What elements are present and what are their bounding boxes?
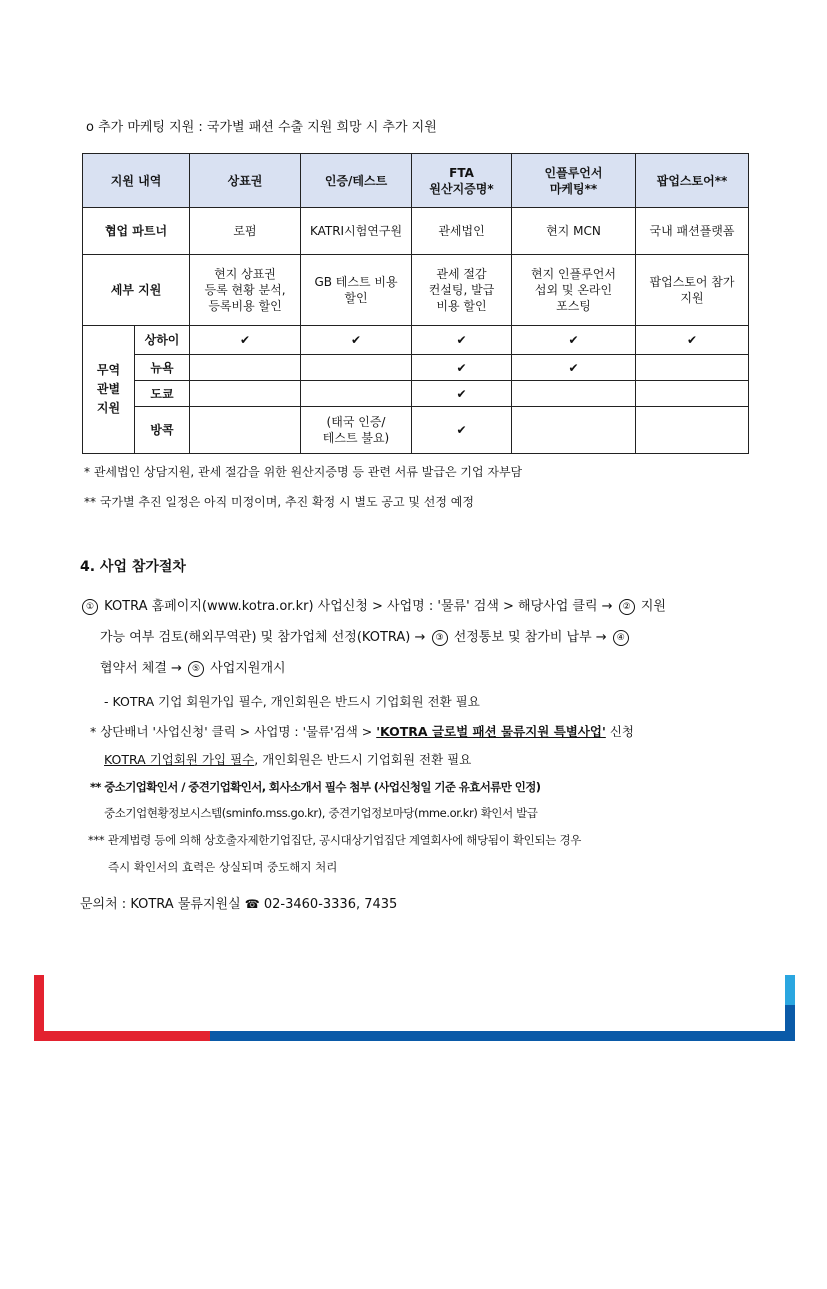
step-text: 가능 여부 검토(해외무역관) 및 참가업체 선정(KOTRA) →: [100, 630, 426, 645]
signup-note-line2: [104, 750, 471, 768]
check-mark: [512, 381, 636, 407]
footer-bar-blue-horizontal: [210, 1031, 795, 1041]
check-mark: [636, 407, 749, 454]
table-cell: 로펌: [190, 208, 301, 255]
office-name: 뉴욕: [135, 355, 190, 381]
table-row: [83, 381, 749, 407]
check-mark: [190, 407, 301, 454]
procedure-note: - KOTRA 기업 회원가입 필수, 개인회원은 반드시 기업회원 전환 필요: [104, 694, 480, 709]
contact-line: [80, 893, 397, 912]
table-cell: 팝업스토어 참가 지원: [636, 255, 749, 326]
table-cell: 현지 상표권 등록 현황 분석, 등록비용 할인: [190, 255, 301, 326]
check-mark: [512, 407, 636, 454]
table-row: [83, 407, 749, 454]
document-note: ** 중소기업확인서 / 중견기업확인서, 회사소개서 필수 첨부 (사업신청일 기준 유효서류만 인정): [90, 780, 541, 794]
step-text: 협약서 체결 →: [100, 661, 182, 676]
signup-note-text: , 개인회원은 반드시 기업회원 전환 필요: [254, 752, 472, 767]
check-mark: ✔: [190, 326, 301, 355]
check-mark: ✔: [512, 326, 636, 355]
office-name: 상하이: [135, 326, 190, 355]
legal-note-line2: 즉시 확인서의 효력은 상실되며 중도해지 처리: [108, 860, 338, 874]
document-note-line2: 중소기업현황정보시스템(sminfo.mss.go.kr), 중견기업정보마당(mme.or.kr) 확인서 발급: [104, 806, 538, 820]
step-number: ⑤: [188, 661, 204, 677]
row-label-partner: 협업 파트너: [83, 208, 190, 255]
check-mark: [190, 355, 301, 381]
contact-label: 문의처 : KOTRA 물류지원실: [80, 897, 241, 912]
table-row: [83, 255, 749, 326]
procedure-line: [100, 627, 760, 649]
legal-note: *** 관계법령 등에 의해 상호출자제한기업집단, 공시대상기업집단 계열회사에 해당됨이 확인되는 경우: [88, 833, 582, 847]
step-number: ①: [82, 599, 98, 615]
signup-note-text: * 상단배너 '사업신청' 클릭 > 사업명 : '물류'검색 >: [90, 724, 373, 739]
header-cell-influencer: 인플루언서 마케팅**: [512, 154, 636, 208]
office-name: 방콕: [135, 407, 190, 454]
step-text: 지원: [640, 599, 666, 614]
table-cell: KATRI시험연구원: [301, 208, 412, 255]
check-mark: ✔: [636, 326, 749, 355]
step-number: ④: [613, 630, 629, 646]
check-mark: ✔: [512, 355, 636, 381]
header-cell-certification: 인증/테스트: [301, 154, 412, 208]
membership-required: KOTRA 기업회원 가입 필수: [104, 752, 255, 767]
table-cell: 국내 패션플랫폼: [636, 208, 749, 255]
header-cell-trademark: 상표권: [190, 154, 301, 208]
office-name: 도쿄: [135, 381, 190, 407]
header-cell-support: 지원 내역: [83, 154, 190, 208]
check-mark: ✔: [412, 407, 512, 454]
step-text: 사업지원개시: [210, 661, 286, 676]
check-mark: ✔: [412, 381, 512, 407]
table-header-row: [83, 154, 749, 208]
footnote: * 관세법인 상담지원, 관세 절감을 위한 원산지증명 등 관련 서류 발급은 기업 자부담: [84, 465, 523, 479]
row-label-detail: 세부 지원: [83, 255, 190, 326]
table-row: [83, 208, 749, 255]
check-mark: [636, 381, 749, 407]
footer-bar-red-horizontal: [34, 1031, 210, 1041]
table-cell: GB 테스트 비용 할인: [301, 255, 412, 326]
group-label-offices: 무역 관별 지원: [83, 326, 135, 454]
header-cell-fta: FTA 원산지증명*: [412, 154, 512, 208]
check-mark: [301, 381, 412, 407]
footnote: ** 국가별 추진 일정은 아직 미정이며, 추진 확정 시 별도 공고 및 선정 예정: [84, 495, 474, 509]
table-cell: 관세법인: [412, 208, 512, 255]
step-number: ②: [619, 599, 635, 615]
table-cell: 관세 절감 컨설팅, 발급 비용 할인: [412, 255, 512, 326]
procedure-line: [100, 658, 286, 680]
table-cell: 현지 MCN: [512, 208, 636, 255]
table-cell: (태국 인증/ 테스트 불요): [301, 407, 412, 454]
intro-line: o 추가 마케팅 지원 : 국가별 패션 수출 지원 희망 시 추가 지원: [86, 120, 437, 135]
footer-bar-cyan-accent: [785, 975, 795, 1005]
check-mark: ✔: [412, 326, 512, 355]
phone-icon: ☎: [244, 897, 260, 911]
signup-note: [90, 722, 634, 740]
step-number: ③: [432, 630, 448, 646]
program-name: 'KOTRA 글로벌 패션 물류지원 특별사업': [376, 724, 606, 739]
check-mark: [301, 355, 412, 381]
check-mark: ✔: [301, 326, 412, 355]
check-mark: [636, 355, 749, 381]
section-title: 4. 사업 참가절차: [80, 559, 186, 575]
contact-number: 02-3460-3336, 7435: [263, 897, 398, 912]
procedure-line: [80, 596, 760, 618]
support-table: [82, 153, 749, 454]
check-mark: [190, 381, 301, 407]
table-row: [83, 355, 749, 381]
step-text: 선정통보 및 참가비 납부 →: [453, 630, 607, 645]
signup-note-text: 신청: [609, 724, 634, 739]
check-mark: ✔: [412, 355, 512, 381]
header-cell-popup: 팝업스토어**: [636, 154, 749, 208]
table-cell: 현지 인플루언서 섭외 및 온라인 포스팅: [512, 255, 636, 326]
step-text: KOTRA 홈페이지(www.kotra.or.kr) 사업신청 > 사업명 : '물류' 검색 > 해당사업 클릭 →: [104, 599, 613, 614]
table-row: [83, 326, 749, 355]
